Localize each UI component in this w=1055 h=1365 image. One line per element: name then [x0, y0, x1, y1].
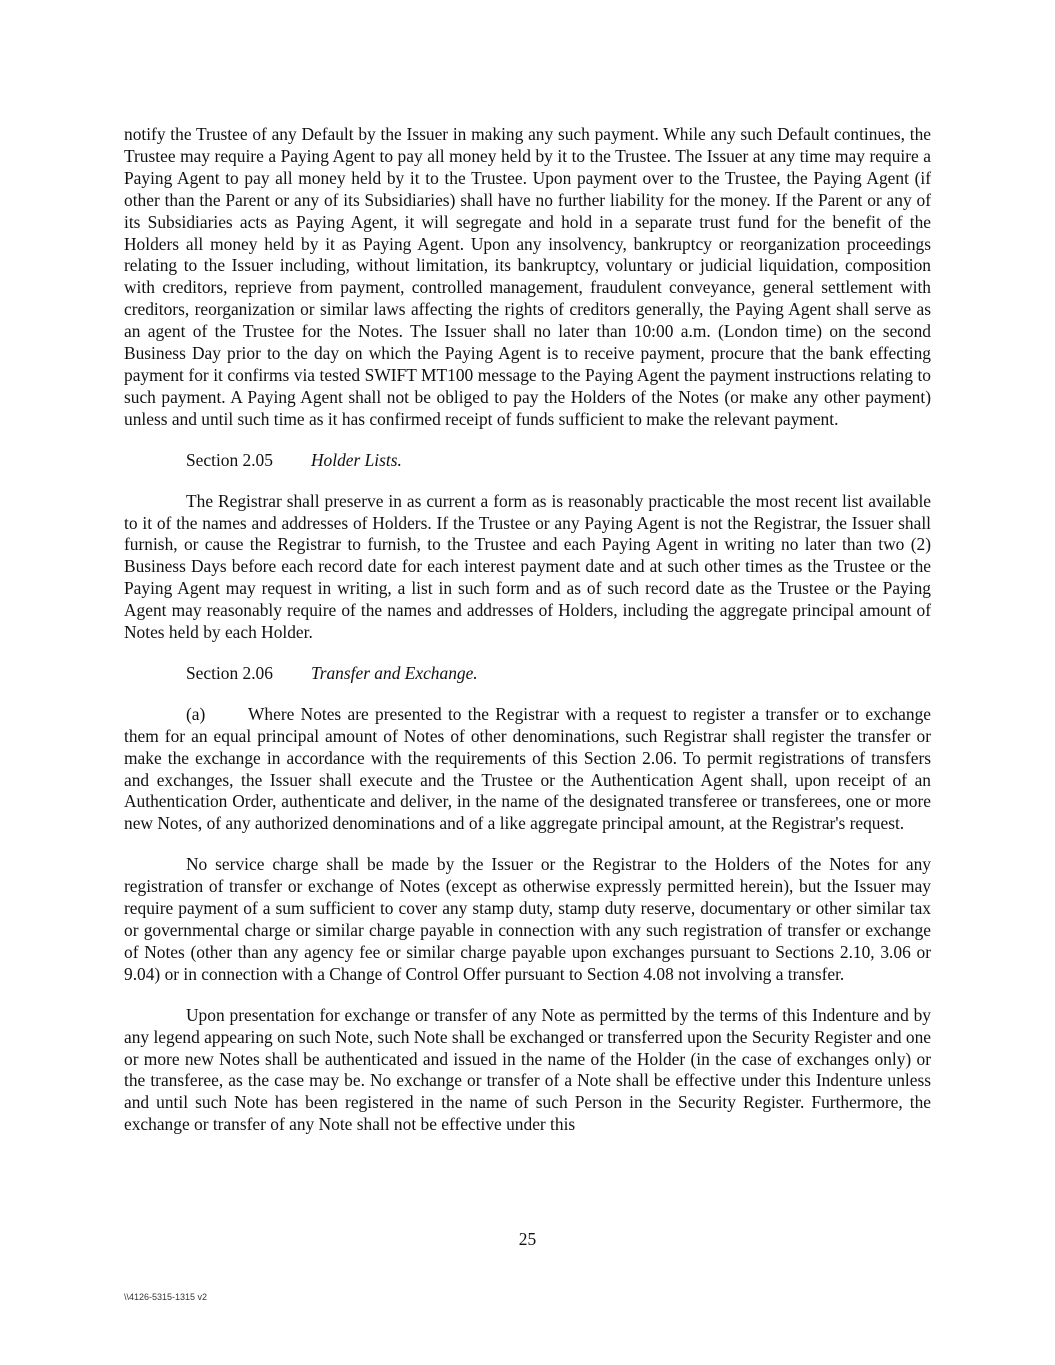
paragraph-presentation: Upon presentation for exchange or transfer of any Note as permitted by the terms of this Indenture and by any legend appearing on such Note, such Note shall be exchanged or transferred upon the Security Register and one or more new Notes shall be authenticated and issued in the name of the Holder (in the case of exchanges only) or the transferee, as the case may be. No exchange or transfer of a Note shall be effective under this Indenture unless and until such Note has been registered in the name of such Person in the Security Register. Furthermore, the exchange or transfer of any Note shall not be effective under this — [124, 1004, 931, 1135]
paragraph-holder-lists: The Registrar shall preserve in as current a form as is reasonably practicable the most recent list available to it of the names and addresses of Holders. If the Trustee or any Paying Agent is not the Registrar, the Issuer shall furnish, or cause the Registrar to furnish, to the Trustee and each Paying Agent in writing no later than two (2) Business Days before each record date for each interest payment date and at such other times as the Trustee or the Paying Agent may request in writing, a list in such form and as of such record date as the Trustee or the Paying Agent may reasonably require of the names and addresses of Holders, including the aggregate principal amount of Notes held by each Holder. — [124, 490, 931, 643]
document-page — [124, 124, 931, 1136]
paragraph-service-charge: No service charge shall be made by the Issuer or the Registrar to the Holders of the Notes for any registration of transfer or exchange of Notes (except as otherwise expressly permitted herein), but the Issuer may require payment of a sum sufficient to cover any stamp duty, stamp duty reserve, documentary or other similar tax or governmental charge or similar charge payable in connection with any such registration of transfer or exchange of Notes (other than any agency fee or similar charge payable upon exchanges pursuant to Sections 2.10, 3.06 or 9.04) or in connection with a Change of Control Offer pursuant to Section 4.08 not involving a transfer. — [124, 854, 931, 984]
clause-text: Where Notes are presented to the Registrar with a request to register a transfer or to exchange them for an equal principal amount of Notes of other denominations, such Registrar shall register the transfer or make the exchange in accordance with the requirements of this Section 2.06. To permit registrations of transfers and exchanges, the Issuer shall execute and the Trustee or the Authentication Agent shall, upon receipt of an Authentication Order, authenticate and deliver, in the name of the designated transferee or transferees, one or more new Notes, of any authorized denominations and of a like aggregate principal amount, at the Registrar's request. — [124, 703, 931, 834]
paragraph-transfer-a — [124, 704, 931, 835]
clause-label: (a) — [186, 703, 206, 724]
section-title: Holder Lists. — [311, 449, 402, 470]
section-heading-2-06 — [124, 663, 931, 685]
section-number: Section 2.05 — [186, 449, 273, 470]
section-heading-2-05 — [124, 450, 931, 472]
section-number: Section 2.06 — [186, 662, 273, 683]
document-id: \\4126-5315-1315 v2 — [124, 1292, 208, 1302]
section-title: Transfer and Exchange. — [311, 662, 478, 683]
page-number: 25 — [518, 1229, 537, 1249]
paragraph-paying-agent: notify the Trustee of any Default by the Issuer in making any such payment. While any such Default continues, the Trustee may require a Paying Agent to pay all money held by it to the Trustee. The Issuer at any time may require a Paying Agent to pay all money held by it to the Trustee. Upon payment over to the Trustee, the Paying Agent (if other than the Parent or any of its Subsidiaries) shall have no further liability for the money. If the Parent or any of its Subsidiaries acts as Paying Agent, it will segregate and hold in a separate trust fund for the benefit of the Holders all money held by it as Paying Agent. Upon any insolvency, bankruptcy or reorganization proceedings relating to the Issuer including, without limitation, its bankruptcy, voluntary or judicial liquidation, composition with creditors, reprieve from payment, controlled management, fraudulent conveyance, general settlement with creditors, reorganization or similar laws affecting the rights of creditors generally, the Paying Agent shall serve as an agent of the Trustee for the Notes. The Issuer shall no later than 10:00 a.m. (London time) on the second Business Day prior to the day on which the Paying Agent is to receive payment, procure that the bank effecting payment for it confirms via tested SWIFT MT100 message to the Paying Agent the payment instructions relating to such payment. A Paying Agent shall not be obliged to pay the Holders of the Notes (or make any other payment) unless and until such time as it has confirmed receipt of funds sufficient to make the relevant payment. — [124, 124, 931, 429]
